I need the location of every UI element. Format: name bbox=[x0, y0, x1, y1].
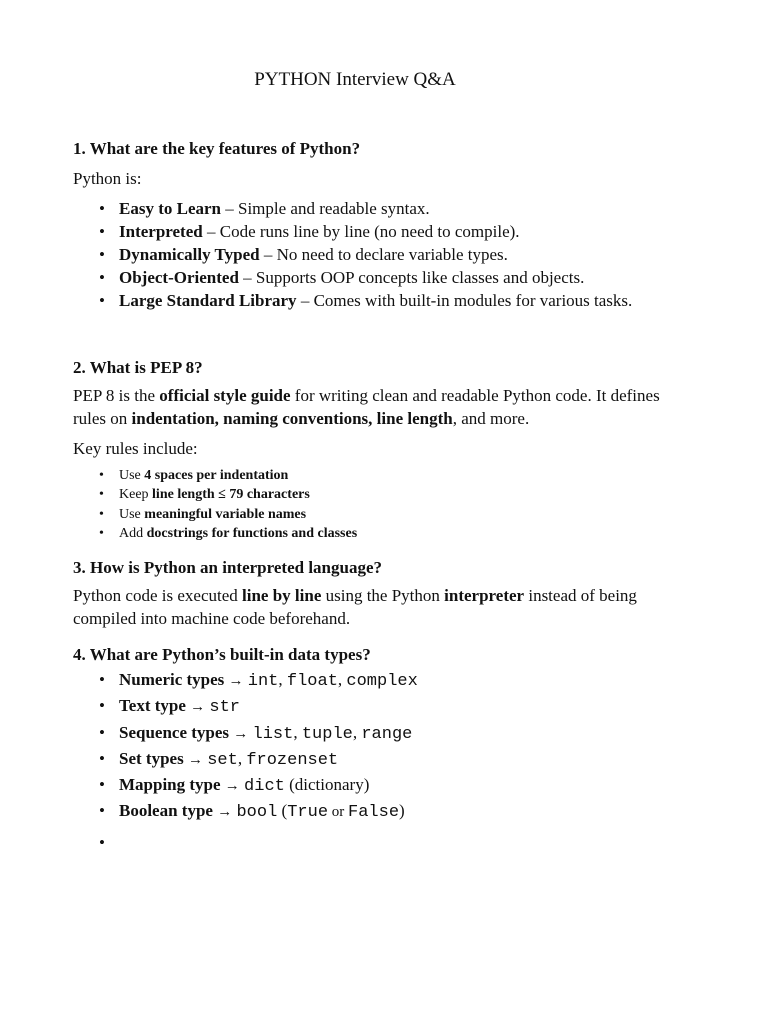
type-term: Set types bbox=[119, 748, 184, 768]
paren-close: ) bbox=[399, 801, 405, 821]
separator: , bbox=[337, 670, 347, 690]
separator: , bbox=[278, 670, 287, 690]
question-4-section bbox=[73, 643, 693, 855]
type-note: (dictionary) bbox=[284, 775, 370, 794]
feature-desc: – Comes with built-in modules for various tasks. bbox=[296, 291, 633, 310]
type-code: bool bbox=[236, 803, 278, 823]
arrow-icon: → bbox=[233, 725, 249, 742]
question-3-section bbox=[73, 556, 693, 630]
question-1-heading: 1. What are the key features of Python? bbox=[73, 139, 361, 158]
question-2-heading: 2. What is PEP 8? bbox=[73, 358, 203, 377]
question-2-section bbox=[73, 356, 693, 543]
question-3-answer bbox=[73, 584, 693, 630]
answer-text: Python code is executed bbox=[73, 586, 243, 606]
type-term: Boolean type bbox=[119, 801, 213, 821]
type-code: tuple bbox=[301, 724, 353, 744]
rule-text: meaningful variable names bbox=[144, 506, 307, 522]
question-1-section bbox=[73, 137, 693, 312]
question-2-answer bbox=[73, 384, 693, 430]
type-code: True bbox=[287, 803, 329, 823]
feature-desc: – Supports OOP concepts like classes and objects. bbox=[238, 268, 585, 287]
separator: , bbox=[293, 722, 302, 742]
answer-bold: interpreter bbox=[444, 586, 525, 606]
rule-prefix: Use bbox=[119, 506, 145, 522]
type-code: int bbox=[247, 672, 279, 692]
type-code: range bbox=[361, 724, 413, 744]
type-code: False bbox=[348, 803, 400, 823]
document-body bbox=[73, 137, 693, 856]
data-types-list bbox=[73, 668, 693, 855]
type-term: Mapping type bbox=[119, 775, 221, 794]
rules-list bbox=[73, 466, 693, 543]
list-item bbox=[73, 721, 693, 747]
rule-text: 4 spaces per indentation bbox=[144, 468, 289, 483]
type-code: complex bbox=[346, 672, 418, 692]
type-code: dict bbox=[244, 777, 285, 796]
feature-desc: – No need to declare variable types. bbox=[259, 245, 508, 264]
question-4-heading: 4. What are Python’s built-in data types? bbox=[73, 645, 371, 665]
feature-desc: – Code runs line by line (no need to compile). bbox=[202, 222, 520, 241]
list-item bbox=[73, 266, 693, 289]
list-item bbox=[73, 694, 693, 720]
answer-text: , and more. bbox=[452, 409, 530, 428]
type-code: list bbox=[252, 724, 294, 744]
type-term: Numeric types bbox=[119, 670, 225, 690]
arrow-icon: → bbox=[217, 804, 233, 821]
question-1-intro: Python is: bbox=[73, 169, 142, 188]
list-item bbox=[73, 773, 693, 799]
list-item bbox=[73, 466, 693, 485]
rule-prefix: Keep bbox=[119, 487, 153, 503]
type-code: str bbox=[209, 698, 241, 718]
arrow-icon: → bbox=[224, 778, 240, 794]
feature-term: Large Standard Library bbox=[119, 291, 297, 310]
answer-bold: line by line bbox=[242, 586, 322, 606]
feature-term: Easy to Learn bbox=[119, 199, 221, 218]
feature-term: Object-Oriented bbox=[119, 268, 239, 287]
list-item bbox=[73, 505, 693, 524]
answer-text: using the Python bbox=[321, 586, 445, 606]
list-item bbox=[73, 668, 693, 694]
answer-text: instead of being compiled into machine code beforehand. bbox=[73, 586, 637, 629]
list-item bbox=[73, 485, 693, 504]
list-item bbox=[73, 289, 693, 312]
list-item bbox=[73, 197, 693, 220]
arrow-icon: → bbox=[187, 751, 203, 768]
list-item bbox=[73, 220, 693, 243]
arrow-icon: → bbox=[228, 673, 244, 690]
separator: , bbox=[352, 722, 362, 742]
list-item bbox=[73, 747, 693, 773]
type-code: float bbox=[286, 672, 338, 692]
rule-text: docstrings for functions and classes bbox=[146, 525, 358, 541]
type-code: frozenset bbox=[246, 750, 339, 770]
answer-text: for writing clean and readable Python code. It defines rules on bbox=[73, 386, 660, 428]
page-title: PYTHON Interview Q&A bbox=[254, 69, 456, 90]
rules-intro: Key rules include: bbox=[73, 439, 198, 458]
rule-text: line length ≤ 79 characters bbox=[152, 487, 310, 503]
feature-desc: – Simple and readable syntax. bbox=[221, 199, 430, 218]
separator: , bbox=[237, 748, 247, 768]
answer-text: PEP 8 is the bbox=[73, 386, 160, 405]
paren-open: ( bbox=[277, 801, 288, 821]
list-item bbox=[73, 243, 693, 266]
feature-term: Dynamically Typed bbox=[119, 245, 260, 264]
type-code: set bbox=[207, 750, 238, 770]
feature-term: Interpreted bbox=[119, 222, 203, 241]
question-3-heading: 3. How is Python an interpreted language? bbox=[73, 558, 383, 578]
type-term: Text type bbox=[119, 696, 186, 716]
list-item bbox=[73, 524, 693, 543]
type-term: Sequence types bbox=[119, 722, 230, 742]
empty-list-item bbox=[73, 831, 693, 855]
arrow-icon: → bbox=[190, 699, 206, 716]
rule-prefix: Add bbox=[119, 525, 147, 541]
answer-bold: indentation, naming conventions, line length bbox=[131, 409, 453, 428]
features-list bbox=[73, 197, 693, 312]
list-item bbox=[73, 799, 693, 825]
type-note: or bbox=[328, 804, 349, 821]
rule-prefix: Use bbox=[119, 468, 145, 483]
answer-bold: official style guide bbox=[159, 386, 291, 405]
